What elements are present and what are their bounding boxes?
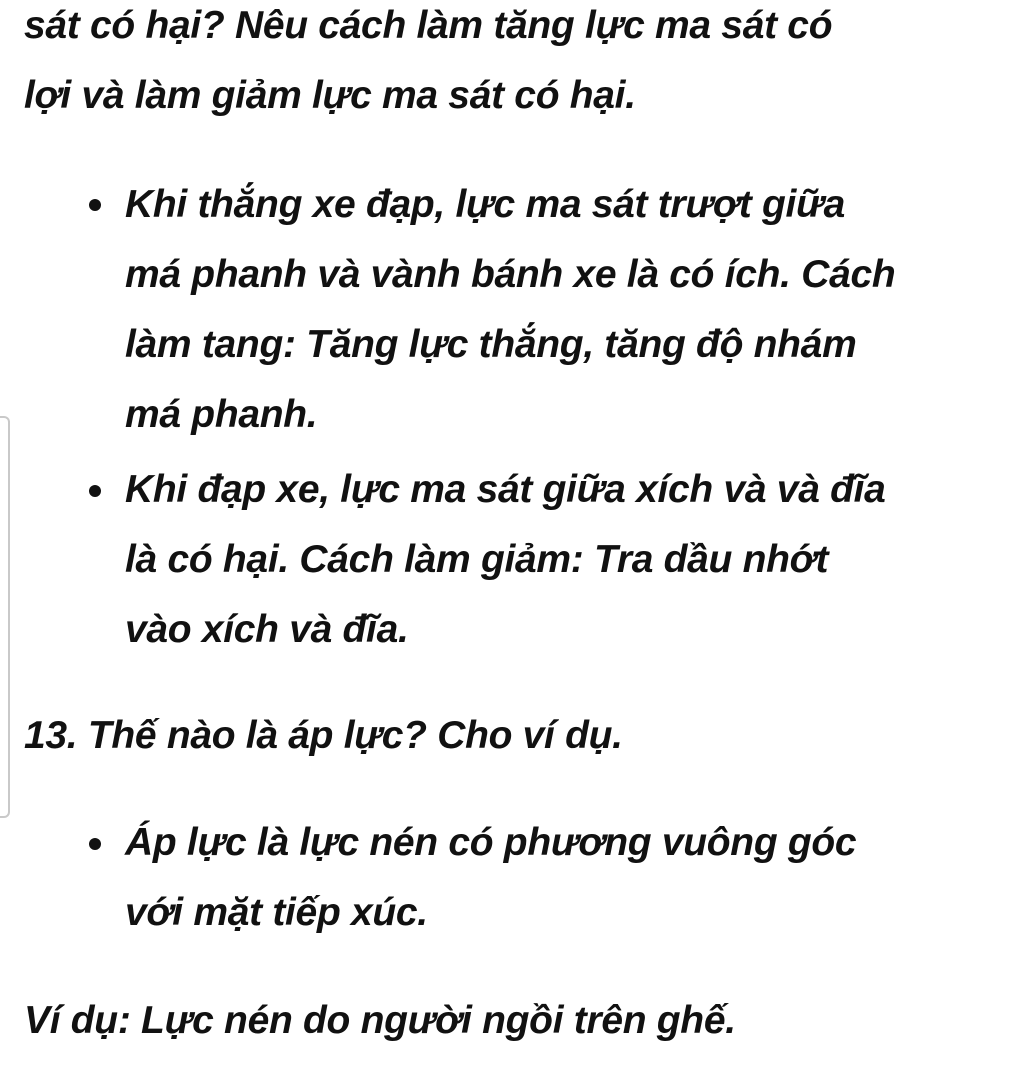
side-scroll-handle[interactable] <box>0 416 10 818</box>
bullet-2-line-1: Khi đạp xe, lực ma sát giữa xích và và đĩa <box>125 468 886 511</box>
bullet-1-line-4: má phanh. <box>125 393 318 436</box>
question-13: 13. Thế nào là áp lực? Cho ví dụ. <box>24 714 623 757</box>
bullet-2-line-3: vào xích và đĩa. <box>125 608 409 651</box>
intro-line-2: lợi và làm giảm lực ma sát có hại. <box>24 74 636 117</box>
bullet-1-line-2: má phanh và vành bánh xe là có ích. Cách <box>125 253 896 296</box>
bullet-1-line-1: Khi thắng xe đạp, lực ma sát trượt giữa <box>125 183 845 226</box>
bullet-3-line-1: Áp lực là lực nén có phương vuông góc <box>125 821 857 864</box>
bullet-point-icon <box>89 838 101 850</box>
intro-line-1: sát có hại? Nêu cách làm tăng lực ma sát có <box>24 4 833 47</box>
bullet-2-line-2: là có hại. Cách làm giảm: Tra dầu nhớt <box>125 538 829 581</box>
bullet-3-line-2: với mặt tiếp xúc. <box>125 891 428 934</box>
bullet-1-line-3: làm tang: Tăng lực thắng, tăng độ nhám <box>125 323 857 366</box>
bullet-point-icon <box>89 485 101 497</box>
bullet-point-icon <box>89 199 101 211</box>
example-text: Ví dụ: Lực nén do người ngồi trên ghế. <box>24 999 736 1042</box>
